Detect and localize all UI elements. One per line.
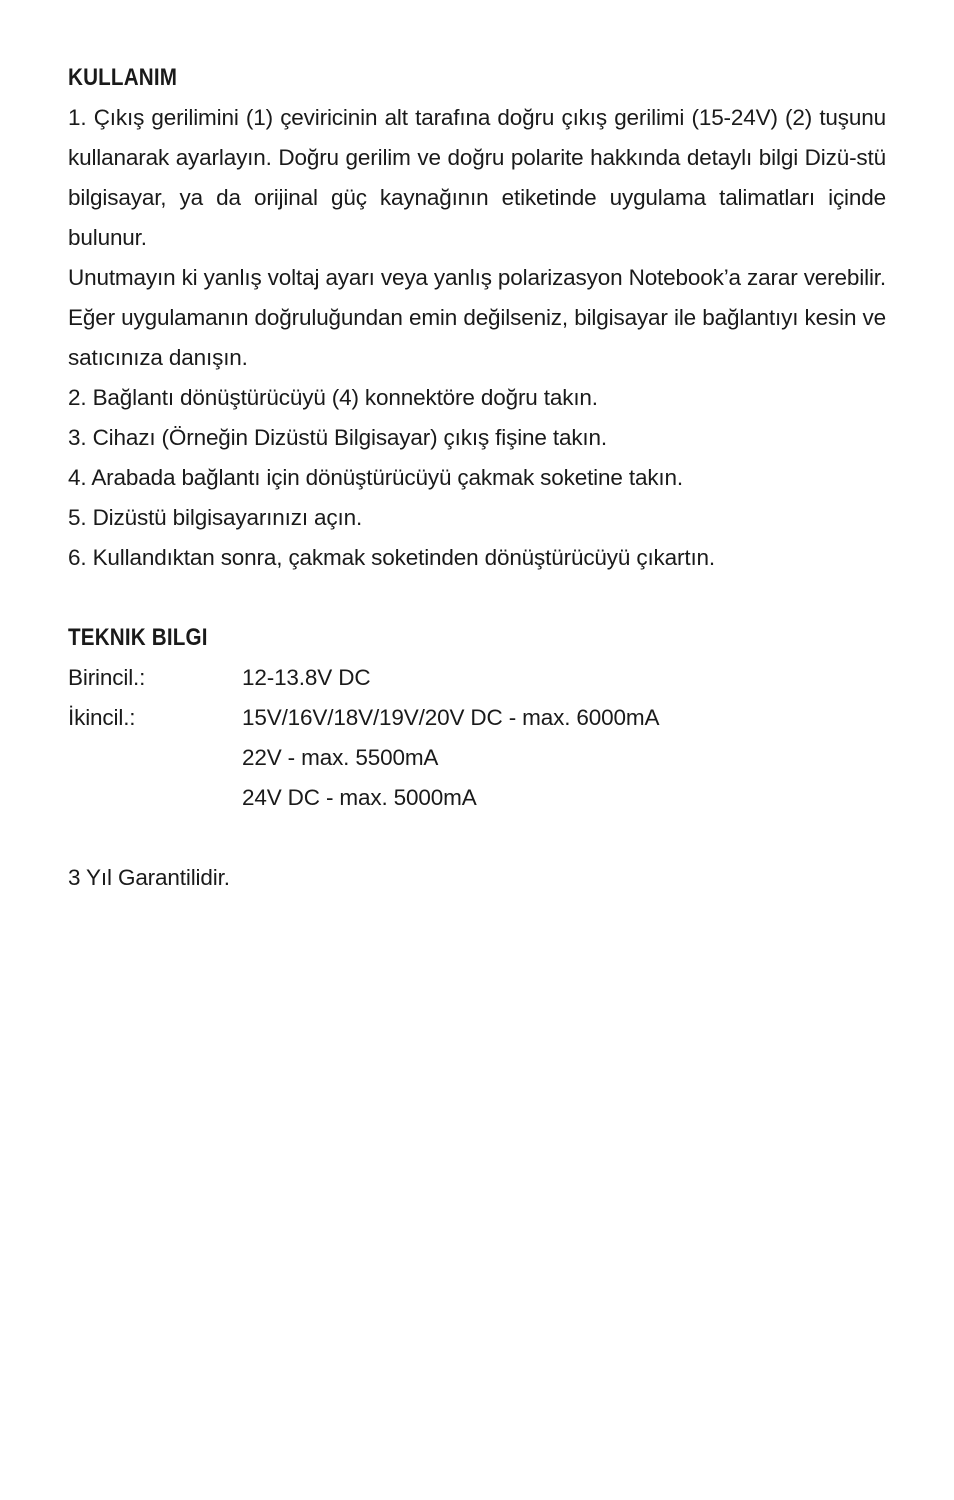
- spec-value-secondary: 15V/16V/18V/19V/20V DC - max. 6000mA: [242, 705, 660, 730]
- spec-value-secondary: 22V - max. 5500mA: [242, 745, 439, 770]
- warranty-text: 3 Yıl Garantilidir.: [68, 865, 230, 890]
- usage-step: 5. Dizüstü bilgisayarınızı açın.: [68, 505, 363, 530]
- spec-label-secondary: İkincil.:: [68, 705, 136, 730]
- usage-paragraph-1: 1. Çıkış gerilimini (1) çeviricinin alt tarafına doğru çıkış gerilimi (15-24V) (2) tuşunu kullanarak ayarlayın. Doğru gerilim ve doğru polarite hakkında detaylı bilgi Dizü-stü bilgisayar, ya da orijinal güç kaynağının etiketinde uygulama talimatları içinde bulunur.: [68, 105, 886, 250]
- usage-step: 2. Bağlantı dönüştürücüyü (4) konnektöre doğru takın.: [68, 385, 598, 410]
- document-page: [68, 58, 886, 898]
- spec-row-primary: [68, 658, 886, 698]
- technical-heading: TEKNIK BILGI: [68, 624, 208, 651]
- spec-value-secondary: 24V DC - max. 5000mA: [242, 785, 477, 810]
- usage-paragraph-2: Unutmayın ki yanlış voltaj ayarı veya yanlış polarizasyon Notebook’a zarar verebilir. Eğer uygulamanın doğruluğundan emin değilseniz, bilgisayar ile bağlantıyı kesin ve satıcınıza danışın.: [68, 265, 886, 370]
- spec-value-primary: 12-13.8V DC: [242, 665, 371, 690]
- usage-step: 4. Arabada bağlantı için dönüştürücüyü çakmak soketine takın.: [68, 465, 683, 490]
- section-spacer: [68, 578, 886, 618]
- section-spacer: [68, 818, 886, 858]
- usage-step: 6. Kullandıktan sonra, çakmak soketinden dönüştürücüyü çıkartın.: [68, 545, 716, 570]
- spec-row-secondary: [68, 698, 886, 818]
- spec-label-primary: Birincil.:: [68, 665, 146, 690]
- usage-steps-list: [68, 378, 886, 578]
- usage-step: 3. Cihazı (Örneğin Dizüstü Bilgisayar) çıkış fişine takın.: [68, 425, 608, 450]
- usage-heading: KULLANIM: [68, 64, 178, 91]
